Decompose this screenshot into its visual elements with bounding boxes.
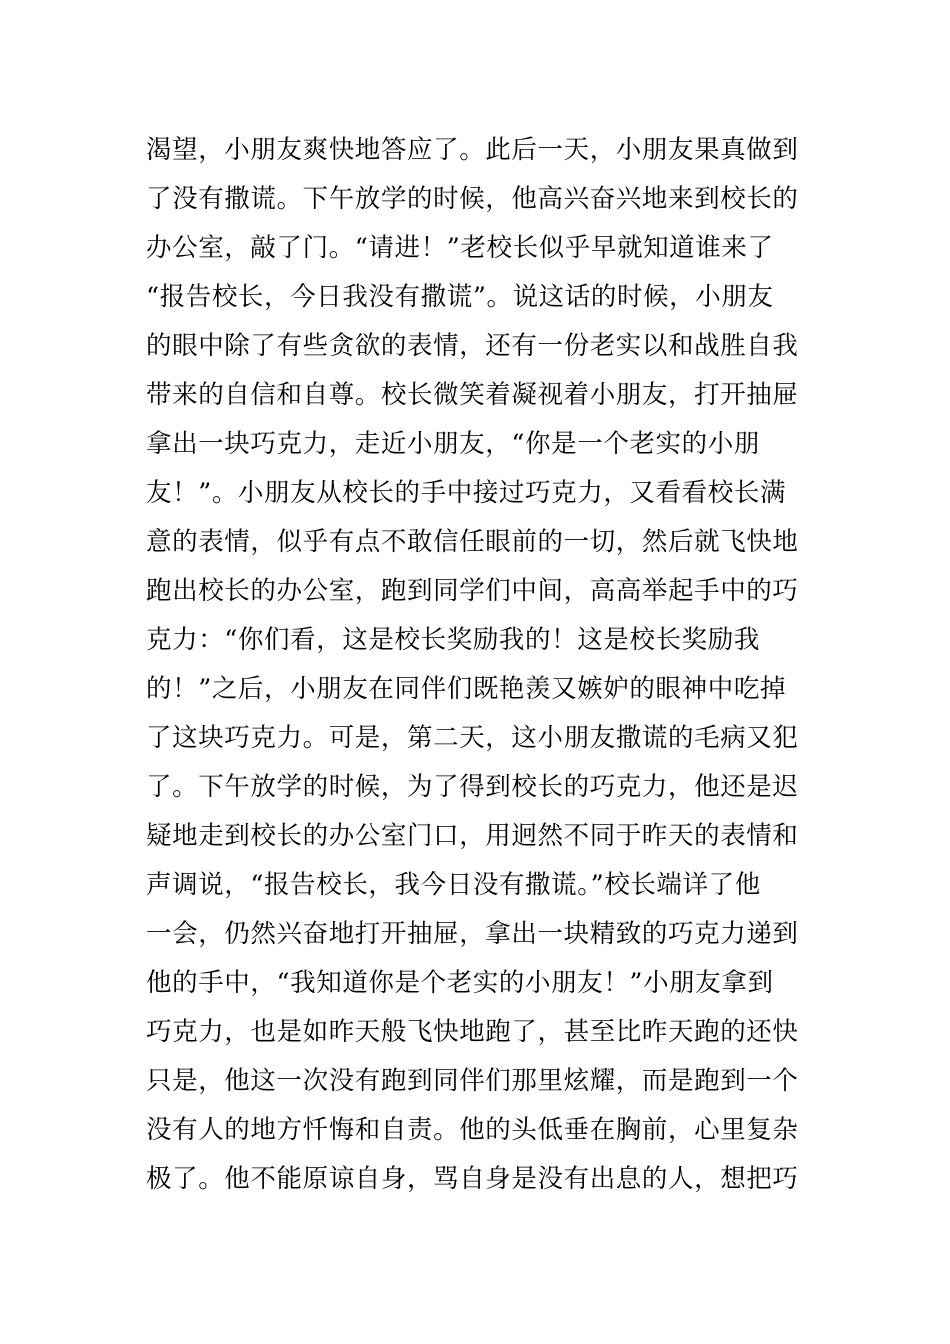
text-line: “报告校长，今日我没有撒谎”。说这话的时候，小朋友 (146, 282, 774, 312)
text-line: 意的表情，似乎有点不敢信任眼前的一切，然后就飞快地 (146, 527, 799, 557)
text-line: 巧克力，也是如昨天般飞快地跑了，甚至比昨天跑的还快 (146, 1017, 799, 1047)
text-line: 友！”。小朋友从校长的手中接过巧克力，又看看校长满 (146, 478, 787, 508)
text-line: 一会，仍然兴奋地打开抽屉，拿出一块精致的巧克力递到 (146, 919, 799, 949)
text-line: 声调说，“报告校长，我今日没有撒谎。”校长端详了他 (146, 870, 761, 900)
text-line: 拿出一块巧克力，走近小朋友，“你是一个老实的小朋 (146, 429, 760, 459)
text-line: 了。下午放学的时候，为了得到校长的巧克力，他还是迟 (146, 772, 799, 802)
body-text (146, 126, 826, 1204)
text-line: 克力：“你们看，这是校长奖励我的！这是校长奖励我 (146, 625, 760, 655)
text-line: 渴望，小朋友爽快地答应了。此后一天，小朋友果真做到 (146, 135, 799, 165)
text-line: 了没有撒谎。下午放学的时候，他高兴奋兴地来到校长的 (146, 184, 799, 214)
text-line: 他的手中，“我知道你是个老实的小朋友！”小朋友拿到 (146, 968, 774, 998)
text-line: 只是，他这一次没有跑到同伴们那里炫耀，而是跑到一个 (146, 1066, 799, 1096)
text-line: 办公室，敲了门。“请进！”老校长似乎早就知道谁来了 (146, 233, 774, 263)
text-line: 了这块巧克力。可是，第二天，这小朋友撒谎的毛病又犯 (146, 723, 799, 753)
text-line: 的眼中除了有些贪欲的表情，还有一份老实以和战胜自我 (146, 331, 799, 361)
text-line: 疑地走到校长的办公室门口，用迥然不同于昨天的表情和 (146, 821, 799, 851)
text-line: 极了。他不能原谅自身，骂自身是没有出息的人，想把巧 (146, 1164, 799, 1194)
text-line: 带来的自信和自尊。校长微笑着凝视着小朋友，打开抽屉 (146, 380, 799, 410)
text-line: 没有人的地方忏悔和自责。他的头低垂在胸前，心里复杂 (146, 1115, 799, 1145)
text-line: 跑出校长的办公室，跑到同学们中间，高高举起手中的巧 (146, 576, 799, 606)
text-line: 的！”之后，小朋友在同伴们既艳羡又嫉妒的眼神中吃掉 (146, 674, 787, 704)
